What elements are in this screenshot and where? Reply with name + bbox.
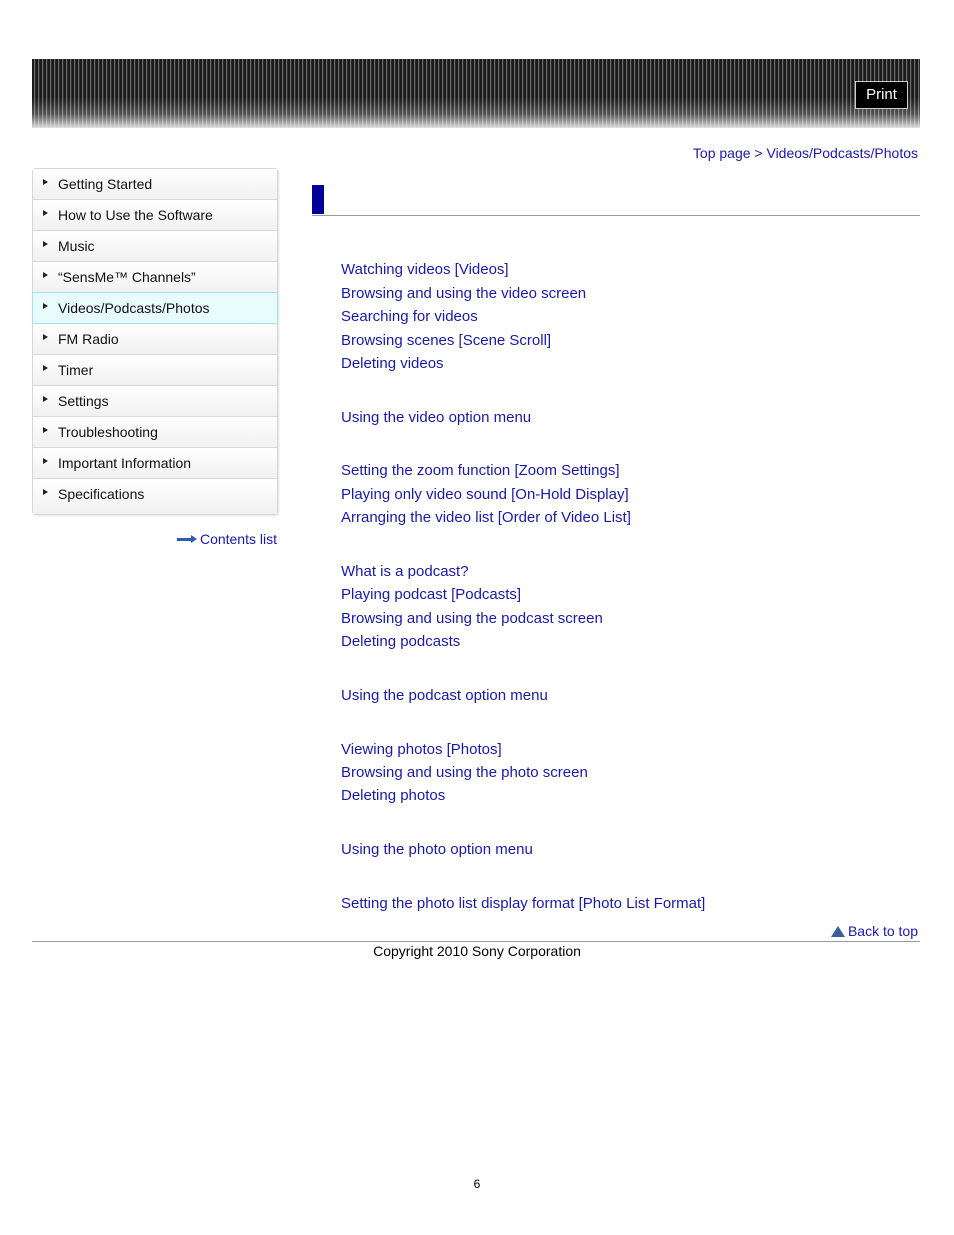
sidebar-item-label: Getting Started [58,176,153,192]
triangle-right-icon [43,241,48,247]
link-podcast-option-menu[interactable]: Using the podcast option menu [341,687,548,704]
triangle-up-icon [831,926,845,937]
back-to-top-link[interactable] [831,923,918,939]
sidebar-item-timer[interactable] [33,355,277,386]
sidebar-item-videos-podcasts-photos[interactable] [32,292,278,324]
link-deleting-podcasts[interactable]: Deleting podcasts [341,633,461,650]
sidebar-item-troubleshooting[interactable] [33,417,277,448]
triangle-right-icon [43,458,48,464]
sidebar-item-important-information[interactable] [33,448,277,479]
triangle-right-icon [43,334,48,340]
triangle-right-icon [43,179,48,185]
sidebar-item-label: FM Radio [58,331,119,347]
header-banner [32,59,920,128]
page-heading [312,185,920,216]
breadcrumb-top-page-link[interactable]: Top page [692,145,751,161]
link-zoom-settings[interactable]: Setting the zoom function [Zoom Settings] [341,462,620,479]
back-to-top-label: Back to top [847,923,918,939]
arrow-right-icon [177,534,197,544]
link-viewing-photos[interactable]: Viewing photos [Photos] [341,741,502,758]
link-deleting-photos[interactable]: Deleting photos [341,787,446,804]
sidebar-item-getting-started[interactable] [33,169,277,200]
link-browsing-photo-screen[interactable]: Browsing and using the photo screen [341,764,588,781]
triangle-right-icon [43,396,48,402]
copyright-text: Copyright 2010 Sony Corporation [373,943,581,959]
link-deleting-videos[interactable]: Deleting videos [341,355,444,372]
contents-list-label: Contents list [199,531,277,547]
breadcrumb-current-link[interactable]: Videos/Podcasts/Photos [766,145,918,161]
sidebar-item-label: Music [58,238,95,254]
sidebar-item-sensme-channels[interactable] [33,262,277,293]
triangle-right-icon [43,489,48,495]
link-on-hold-display[interactable]: Playing only video sound [On-Hold Display] [341,486,629,503]
footer-divider [32,941,920,942]
print-button[interactable]: Print [855,81,908,109]
sidebar-item-label: How to Use the Software [58,207,213,223]
sidebar-item-settings[interactable] [33,386,277,417]
link-what-is-podcast[interactable]: What is a podcast? [341,563,469,580]
link-playing-podcast[interactable]: Playing podcast [Podcasts] [341,586,522,603]
link-browsing-podcast-screen[interactable]: Browsing and using the podcast screen [341,610,603,627]
triangle-right-icon [43,272,48,278]
sidebar-item-label: Settings [58,393,109,409]
sidebar-item-label: “SensMe™ Channels” [58,269,196,285]
link-order-of-video-list[interactable]: Arranging the video list [Order of Video List] [341,509,631,526]
contents-list-link[interactable] [177,531,277,547]
triangle-right-icon [43,210,48,216]
link-searching-videos[interactable]: Searching for videos [341,308,478,325]
link-photo-list-format[interactable]: Setting the photo list display format [Photo List Format] [341,895,706,912]
breadcrumb-separator: > [754,145,763,161]
breadcrumb [693,145,918,161]
sidebar-item-label: Troubleshooting [58,424,158,440]
sidebar-item-specifications[interactable] [33,479,277,514]
sidebar-item-music[interactable] [33,231,277,262]
link-watching-videos[interactable]: Watching videos [Videos] [341,261,509,278]
link-video-option-menu[interactable]: Using the video option menu [341,409,532,426]
heading-marker [312,185,324,214]
sidebar-item-label: Specifications [58,486,145,502]
link-scene-scroll[interactable]: Browsing scenes [Scene Scroll] [341,332,552,349]
link-photo-option-menu[interactable]: Using the photo option menu [341,841,533,858]
sidebar-item-how-to-use-software[interactable] [33,200,277,231]
sidebar-item-label: Videos/Podcasts/Photos [58,300,210,316]
page-number: 6 [473,1177,481,1191]
triangle-right-icon [43,303,48,309]
link-browsing-video-screen[interactable]: Browsing and using the video screen [341,285,587,302]
triangle-right-icon [43,427,48,433]
sidebar-item-label: Important Information [58,455,192,471]
sidebar-nav [32,168,278,515]
triangle-right-icon [43,365,48,371]
sidebar-item-fm-radio[interactable] [33,324,277,355]
sidebar-item-label: Timer [58,362,94,378]
